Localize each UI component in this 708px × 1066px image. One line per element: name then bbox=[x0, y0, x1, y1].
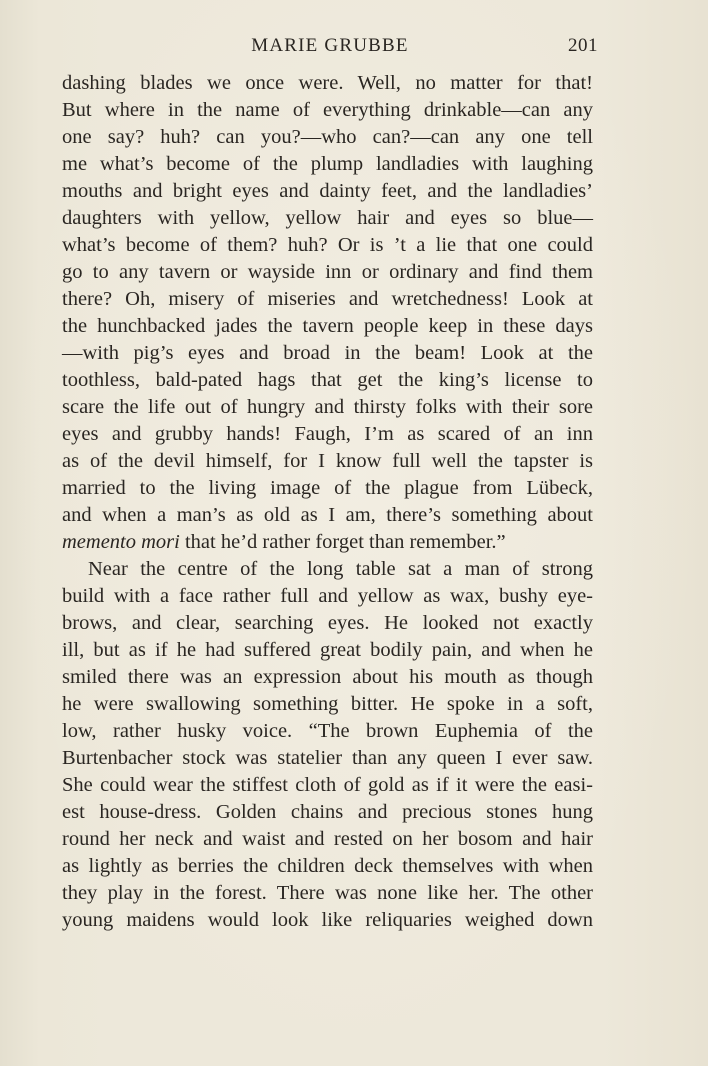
text-line: he were swallowing something bitter. He spoke in a soft, bbox=[62, 693, 593, 715]
text-line: daughters with yellow, yellow hair and eyes so blue— bbox=[62, 207, 593, 229]
text-line: the hunchbacked jades the tavern people keep in these days bbox=[62, 315, 593, 337]
running-head bbox=[62, 34, 598, 58]
text-line: and when a man’s as old as I am, there’s something about bbox=[62, 504, 593, 526]
text-line: one say? huh? can you?—who can?—can any one tell bbox=[62, 126, 593, 148]
text-line: brows, and clear, searching eyes. He looked not exactly bbox=[62, 612, 593, 634]
page-number: 201 bbox=[568, 35, 598, 56]
text-line: young maidens would look like reliquaries weighed down bbox=[62, 909, 593, 931]
text-line: Burtenbacher stock was statelier than any queen I ever saw. bbox=[62, 747, 593, 769]
text-line: build with a face rather full and yellow as wax, bushy eye- bbox=[62, 585, 593, 607]
text-line: as lightly as berries the children deck themselves with when bbox=[62, 855, 593, 877]
text-line: scare the life out of hungry and thirsty folks with their sore bbox=[62, 396, 593, 418]
text-line-paragraph-end bbox=[62, 529, 593, 556]
text-line: married to the living image of the plague from Lübeck, bbox=[62, 477, 593, 499]
text-line-paragraph-start: Near the centre of the long table sat a man of strong bbox=[88, 558, 593, 580]
text-line-rest: that he’d rather forget than remember.” bbox=[179, 531, 506, 553]
text-line: —with pig’s eyes and broad in the beam! Look at the bbox=[62, 342, 593, 364]
text-line: est house-dress. Golden chains and precious stones hung bbox=[62, 801, 593, 823]
text-line: But where in the name of everything drinkable—can any bbox=[62, 99, 593, 121]
text-line: what’s become of them? huh? Or is ’t a lie that one could bbox=[62, 234, 593, 256]
text-line: dashing blades we once were. Well, no matter for that! bbox=[62, 72, 593, 94]
text-line: there? Oh, misery of miseries and wretchedness! Look at bbox=[62, 288, 593, 310]
text-line: mouths and bright eyes and dainty feet, and the landladies’ bbox=[62, 180, 593, 202]
text-line: eyes and grubby hands! Faugh, I’m as scared of an inn bbox=[62, 423, 593, 445]
text-line: low, rather husky voice. “The brown Euphemia of the bbox=[62, 720, 593, 742]
running-head-title: MARIE GRUBBE bbox=[251, 35, 409, 56]
text-line: as of the devil himself, for I know full well the tapster is bbox=[62, 450, 593, 472]
italic-phrase: memento mori bbox=[62, 531, 180, 553]
text-line: ill, but as if he had suffered great bodily pain, and when he bbox=[62, 639, 593, 661]
text-line: me what’s become of the plump landladies with laughing bbox=[62, 153, 593, 175]
text-line: they play in the forest. There was none like her. The other bbox=[62, 882, 593, 904]
text-line: round her neck and waist and rested on her bosom and hair bbox=[62, 828, 593, 850]
text-line: go to any tavern or wayside inn or ordinary and find them bbox=[62, 261, 593, 283]
text-line: smiled there was an expression about his mouth as though bbox=[62, 666, 593, 688]
text-line: toothless, bald-pated hags that get the king’s license to bbox=[62, 369, 593, 391]
text-line: She could wear the stiffest cloth of gold as if it were the easi- bbox=[62, 774, 593, 796]
body-text bbox=[62, 70, 593, 934]
